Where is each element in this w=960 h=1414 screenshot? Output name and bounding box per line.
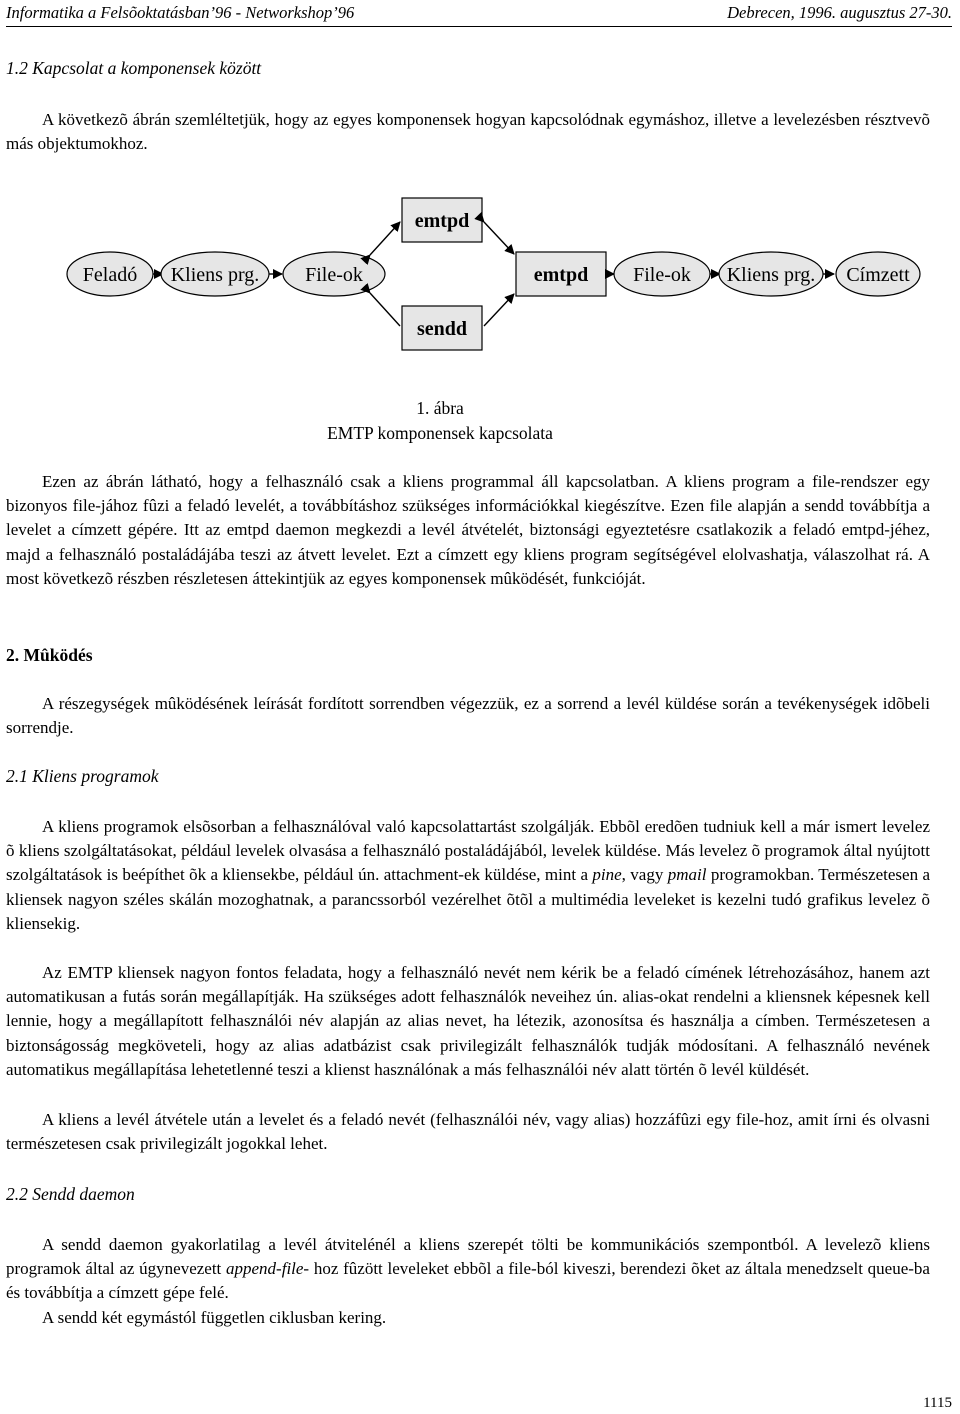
- arrow-emtpd-top-emtpd-mid: [484, 222, 514, 254]
- emtpd-top-label: emtpd: [414, 210, 470, 232]
- kliens-prg-label-2: Kliens prg.: [726, 264, 816, 286]
- pmail-program-name: pmail: [667, 865, 707, 885]
- paragraph-3-part-b: , vagy: [621, 865, 668, 885]
- intro-paragraph: A következõ ábrán szemléltetjük, hogy az egyes komponensek hogyan kapcsolódnak egymáshoz, illetve a levelezésben résztvevõ más objektumokhoz.: [6, 110, 930, 154]
- section-1-2-title: 1.2 Kapcsolat a komponensek között: [6, 58, 262, 78]
- component-diagram: [0, 190, 960, 370]
- pine-program-name: pine: [592, 865, 622, 885]
- file-ok-label-1: File-ok: [305, 264, 363, 286]
- emtpd-middle-label: emtpd: [533, 264, 589, 286]
- paragraph-2: A részegységek mûködésének leírását fordított sorrendben végezzük, ez a sorrend a levél küldése során a tevékenységek idõbeli sorrendje.: [6, 694, 930, 738]
- page-number: 1115: [923, 1395, 952, 1411]
- figure-caption-number: 1. ábra: [416, 398, 464, 418]
- paragraph-3: [6, 815, 930, 936]
- header-left: Informatika a Felsõoktatásban’96 - Networkshop’96: [6, 3, 355, 22]
- paragraph-1: Ezen az ábrán látható, hogy a felhasználó csak a kliens programmal áll kapcsolatban. A kliens program a file-rendszer egy bizonyos file-jához fûzi a feladó levelét, a továbbításhoz szükséges információkkal kiegészítve. Ezen file alapján a sendd továbbítja a levelet a címzett gépére. Itt az emtpd daemon megkezdi a levél átvételét, biztonsági egyeztetésre csatlakozik a feladó emtpd-jéhez, majd a felhasználó postaládájába teszi az átvett levelet. Ezt a címzett egy kliens program segítségével elolvashatja, válaszolhat rá. A most következõ részben részletesen áttekintjük az egyes komponensek mûködését, funkcióját.: [6, 472, 930, 588]
- arrow-sendd-emtpd-mid: [484, 294, 514, 326]
- section-2-1-title: 2.1 Kliens programok: [6, 766, 159, 786]
- append-file-term: append-file-: [226, 1259, 310, 1279]
- paragraph-3-part-c: programokban. Természetesen a kliensek nagyon széles skálán mozoghatnak, a parancssorból vezérelhet õtõl a multimédia leveleket is kezelni tudó grafikus levelez õ kliensekig.: [6, 865, 931, 933]
- paragraph-4: Az EMTP kliensek nagyon fontos feladata, hogy a felhasználó nevét nem kérik be a feladó címének létrehozásához, hanem azt automatikusan a futás során megállapítják. Ha szükséges adott felhasználók neveihez ún. alias-okat rendelni a kliensnek képesnek kell lennie, hogy a megállapított felhasználói név alapján az alias nevet, ha létezik, azonosítsa és használja a címben. Természetesen a biztonságosság megköveteli, hogy az alias adatbázist csak privilegizált felhasználók tudják módosítani. A felhasználó nevének automatikus megállapítása lehetetlenné teszi a klienst használónak a más felhasználói név alatt történ õ levél küldését.: [6, 963, 930, 1079]
- felado-label: Feladó: [82, 264, 138, 286]
- paragraph-5: A kliens a levél átvétele után a levelet és a feladó nevét (felhasználói név, vagy alias) hozzáfûzi egy file-hoz, amit írni és olvasni természetesen csak privilegizált jogokkal lehet.: [6, 1110, 930, 1154]
- header-rule: [6, 26, 952, 27]
- kliens-prg-label-1: Kliens prg.: [170, 264, 260, 286]
- paragraph-6: [6, 1233, 930, 1306]
- header-right: Debrecen, 1996. augusztus 27-30.: [727, 3, 952, 22]
- paragraph-7: A sendd két egymástól független ciklusban kering.: [42, 1308, 387, 1327]
- figure-caption-title: EMTP komponensek kapcsolata: [327, 423, 553, 443]
- arrow-fileok-sendd: [370, 293, 400, 326]
- cimzett-label: Címzett: [846, 264, 910, 286]
- sendd-label: sendd: [416, 318, 468, 340]
- arrow-fileok-emtpd-top: [370, 222, 400, 255]
- section-2-2-title: 2.2 Sendd daemon: [6, 1184, 135, 1204]
- running-header: [6, 3, 952, 25]
- paragraph-6-part-b: hoz fûzött leveleket ebbõl a file-ból kiveszi, berendezi õket az általa menedzselt queue-ba és továbbítja a címzett gépe felé.: [6, 1259, 930, 1303]
- file-ok-label-2: File-ok: [633, 264, 691, 286]
- paragraph-6-part-a: A sendd daemon gyakorlatilag a levél átvitelénél a kliens szerepét tölti be kommunikációs szempontból. A levelezõ kliens programok által az úgynevezett: [6, 1235, 930, 1279]
- section-2-title: 2. Mûködés: [6, 645, 93, 665]
- paragraph-3-part-a: A kliens programok elsõsorban a felhasználóval való kapcsolattartást szolgálják. Ebbõl eredõen tudniuk kell a már ismert levelez õ kliens szolgáltatásokat, például levelek olvasása a felhasználó postaládájából, levelek küldése. Más levelez õ programok által nyújtott szolgáltatások is beépíthet õk a kliensekbe, például ún. attachment-ek küldése, mint a: [6, 817, 930, 885]
